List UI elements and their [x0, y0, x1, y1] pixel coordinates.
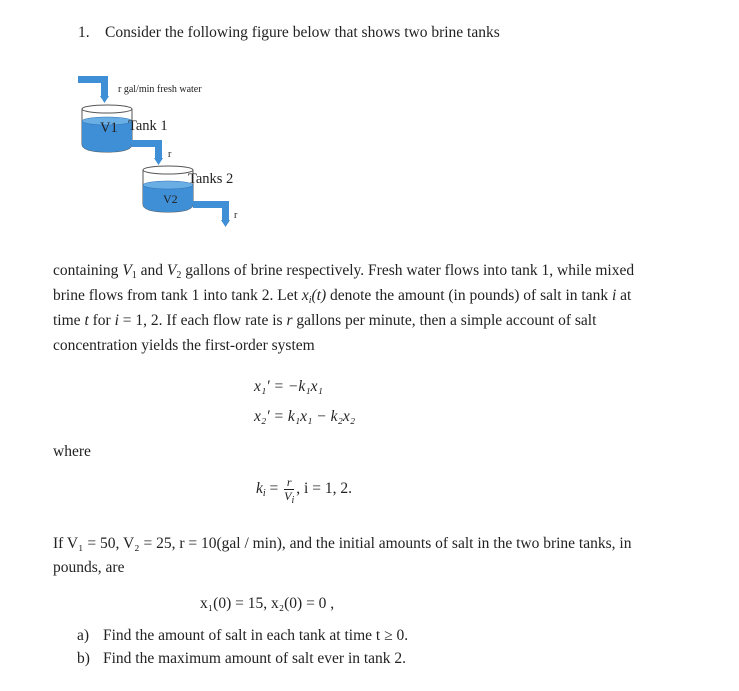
tank2-volume-label: V2	[163, 192, 178, 206]
outflow-pipe-down	[222, 201, 229, 222]
question-b-label: b)	[77, 650, 90, 667]
inflow-arrow	[100, 96, 109, 103]
problem-intro: Consider the following figure below that shows two brine tanks	[105, 24, 500, 41]
tank1-volume-label: V1	[100, 120, 118, 136]
paragraph1-line1: containing $V_1$ and $V_2$ gallons of brine respectively. Fresh water flows into tank 1, while mixed	[53, 262, 635, 281]
paragraph2-line1: If V₁ = 50, V₂ = 25, r = 10(gal / min), and the initial amounts of salt in the two brine tanks, in	[53, 535, 632, 552]
question-b-text: Find the maximum amount of salt ever in tank 2.	[103, 650, 407, 667]
problem-number: 1.	[78, 24, 90, 41]
outflow-arrow	[221, 220, 230, 227]
inflow-pipe-down	[101, 76, 108, 98]
flow-between-label: r	[168, 149, 172, 160]
paragraph2-line2: pounds, are	[53, 559, 125, 576]
initial-conditions: x₁(0) = 15, x₂(0) = 0 ,	[200, 595, 335, 612]
tank1-label: Tank 1	[128, 118, 168, 134]
connecting-pipe-down	[155, 140, 162, 160]
connecting-arrow	[154, 158, 163, 165]
question-a-text: Find the amount of salt in each tank at time t ≥ 0.	[103, 627, 409, 644]
inflow-label: r gal/min fresh water	[118, 84, 202, 95]
paragraph1-line2: brine flows from tank 1 into tank 2. Let $x_i(t)$ denote the amount (in pounds) of salt in tank i at	[53, 287, 632, 306]
k-definition: $k_i$ = $\frac{r}{V_i}$ , i = 1, 2.	[256, 475, 352, 506]
question-a-label: a)	[77, 627, 90, 644]
outflow-label: r	[234, 210, 238, 221]
paragraph1-line4: concentration yields the first-order system	[53, 337, 315, 354]
paragraph1-line3: time t for i = 1, 2. If each flow rate is r gallons per minute, then a simple account of salt	[53, 312, 597, 329]
where-label: where	[53, 443, 91, 460]
equation-1: x₁′ = −k₁x₁	[254, 378, 323, 395]
equation-2: x₂′ = k₁x₁ − k₂x₂	[254, 408, 356, 425]
tank2-label: Tanks 2	[188, 171, 234, 187]
